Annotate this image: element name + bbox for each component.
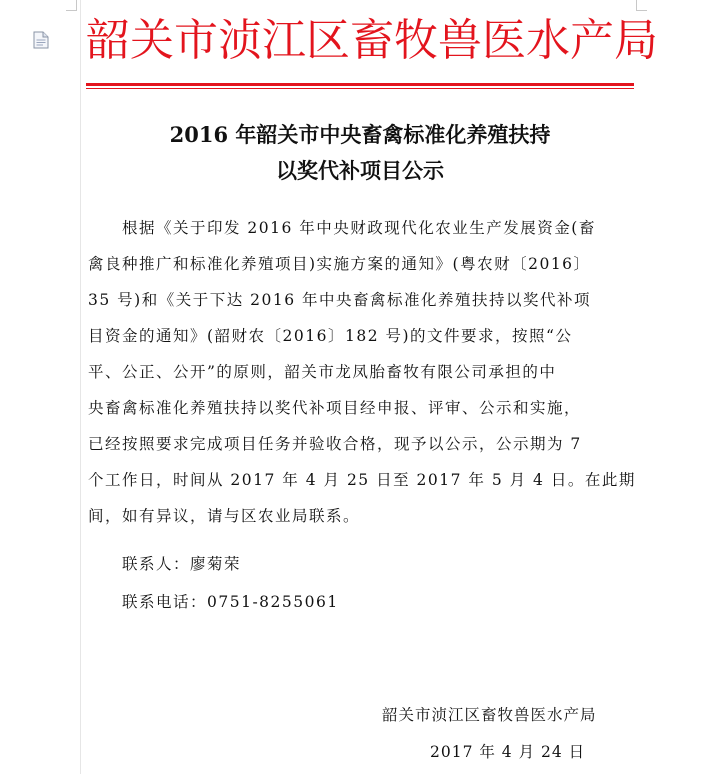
letterhead-red-rule (86, 83, 634, 86)
body-line: 目资金的通知》(韶财农〔2016〕182 号)的文件要求，按照“公 (88, 327, 573, 345)
corner-mark-top-right (636, 0, 647, 11)
letterhead-org-name: 韶关市浈江区畜牧兽医水产局 (86, 15, 658, 66)
body-line: 央畜禽标准化养殖扶持以奖代补项目经申报、评审、公示和实施， (88, 399, 582, 417)
notice-title-line-2: 以奖代补项目公示 (276, 158, 444, 183)
signature-date: 2017 年 4 月 24 日 (430, 743, 586, 761)
notice-body (88, 210, 636, 534)
body-line: 平、公正、公开”的原则，韶关市龙凤胎畜牧有限公司承担的中 (88, 363, 557, 381)
notice-title-line-1: 2016 年韶关市中央畜禽标准化养殖扶持 (169, 122, 551, 147)
body-line: 个工作日，时间从 2017 年 4 月 25 日至 2017 年 5 月 4 日。在此期 (88, 471, 636, 489)
contact-phone: 联系电话：0751-8255061 (122, 593, 339, 611)
document-icon[interactable] (33, 31, 49, 49)
body-line: 已经按照要求完成项目任务并验收合格，现予以公示，公示期为 7 (88, 435, 582, 453)
letterhead-red-rule-thin (86, 88, 634, 89)
body-line: 禽良种推广和标准化养殖项目)实施方案的通知》(粤农财〔2016〕 (88, 255, 591, 273)
contact-person: 联系人：廖菊荣 (122, 555, 242, 573)
body-line: 间，如有异议，请与区农业局联系。 (88, 507, 361, 525)
body-line: 35 号)和《关于下达 2016 年中央畜禽标准化养殖扶持以奖代补项 (88, 291, 591, 309)
body-line: 根据《关于印发 2016 年中央财政现代化农业生产发展资金(畜 (122, 219, 596, 237)
corner-mark-top-left (66, 0, 77, 11)
signature-org: 韶关市浈江区畜牧兽医水产局 (382, 706, 597, 724)
